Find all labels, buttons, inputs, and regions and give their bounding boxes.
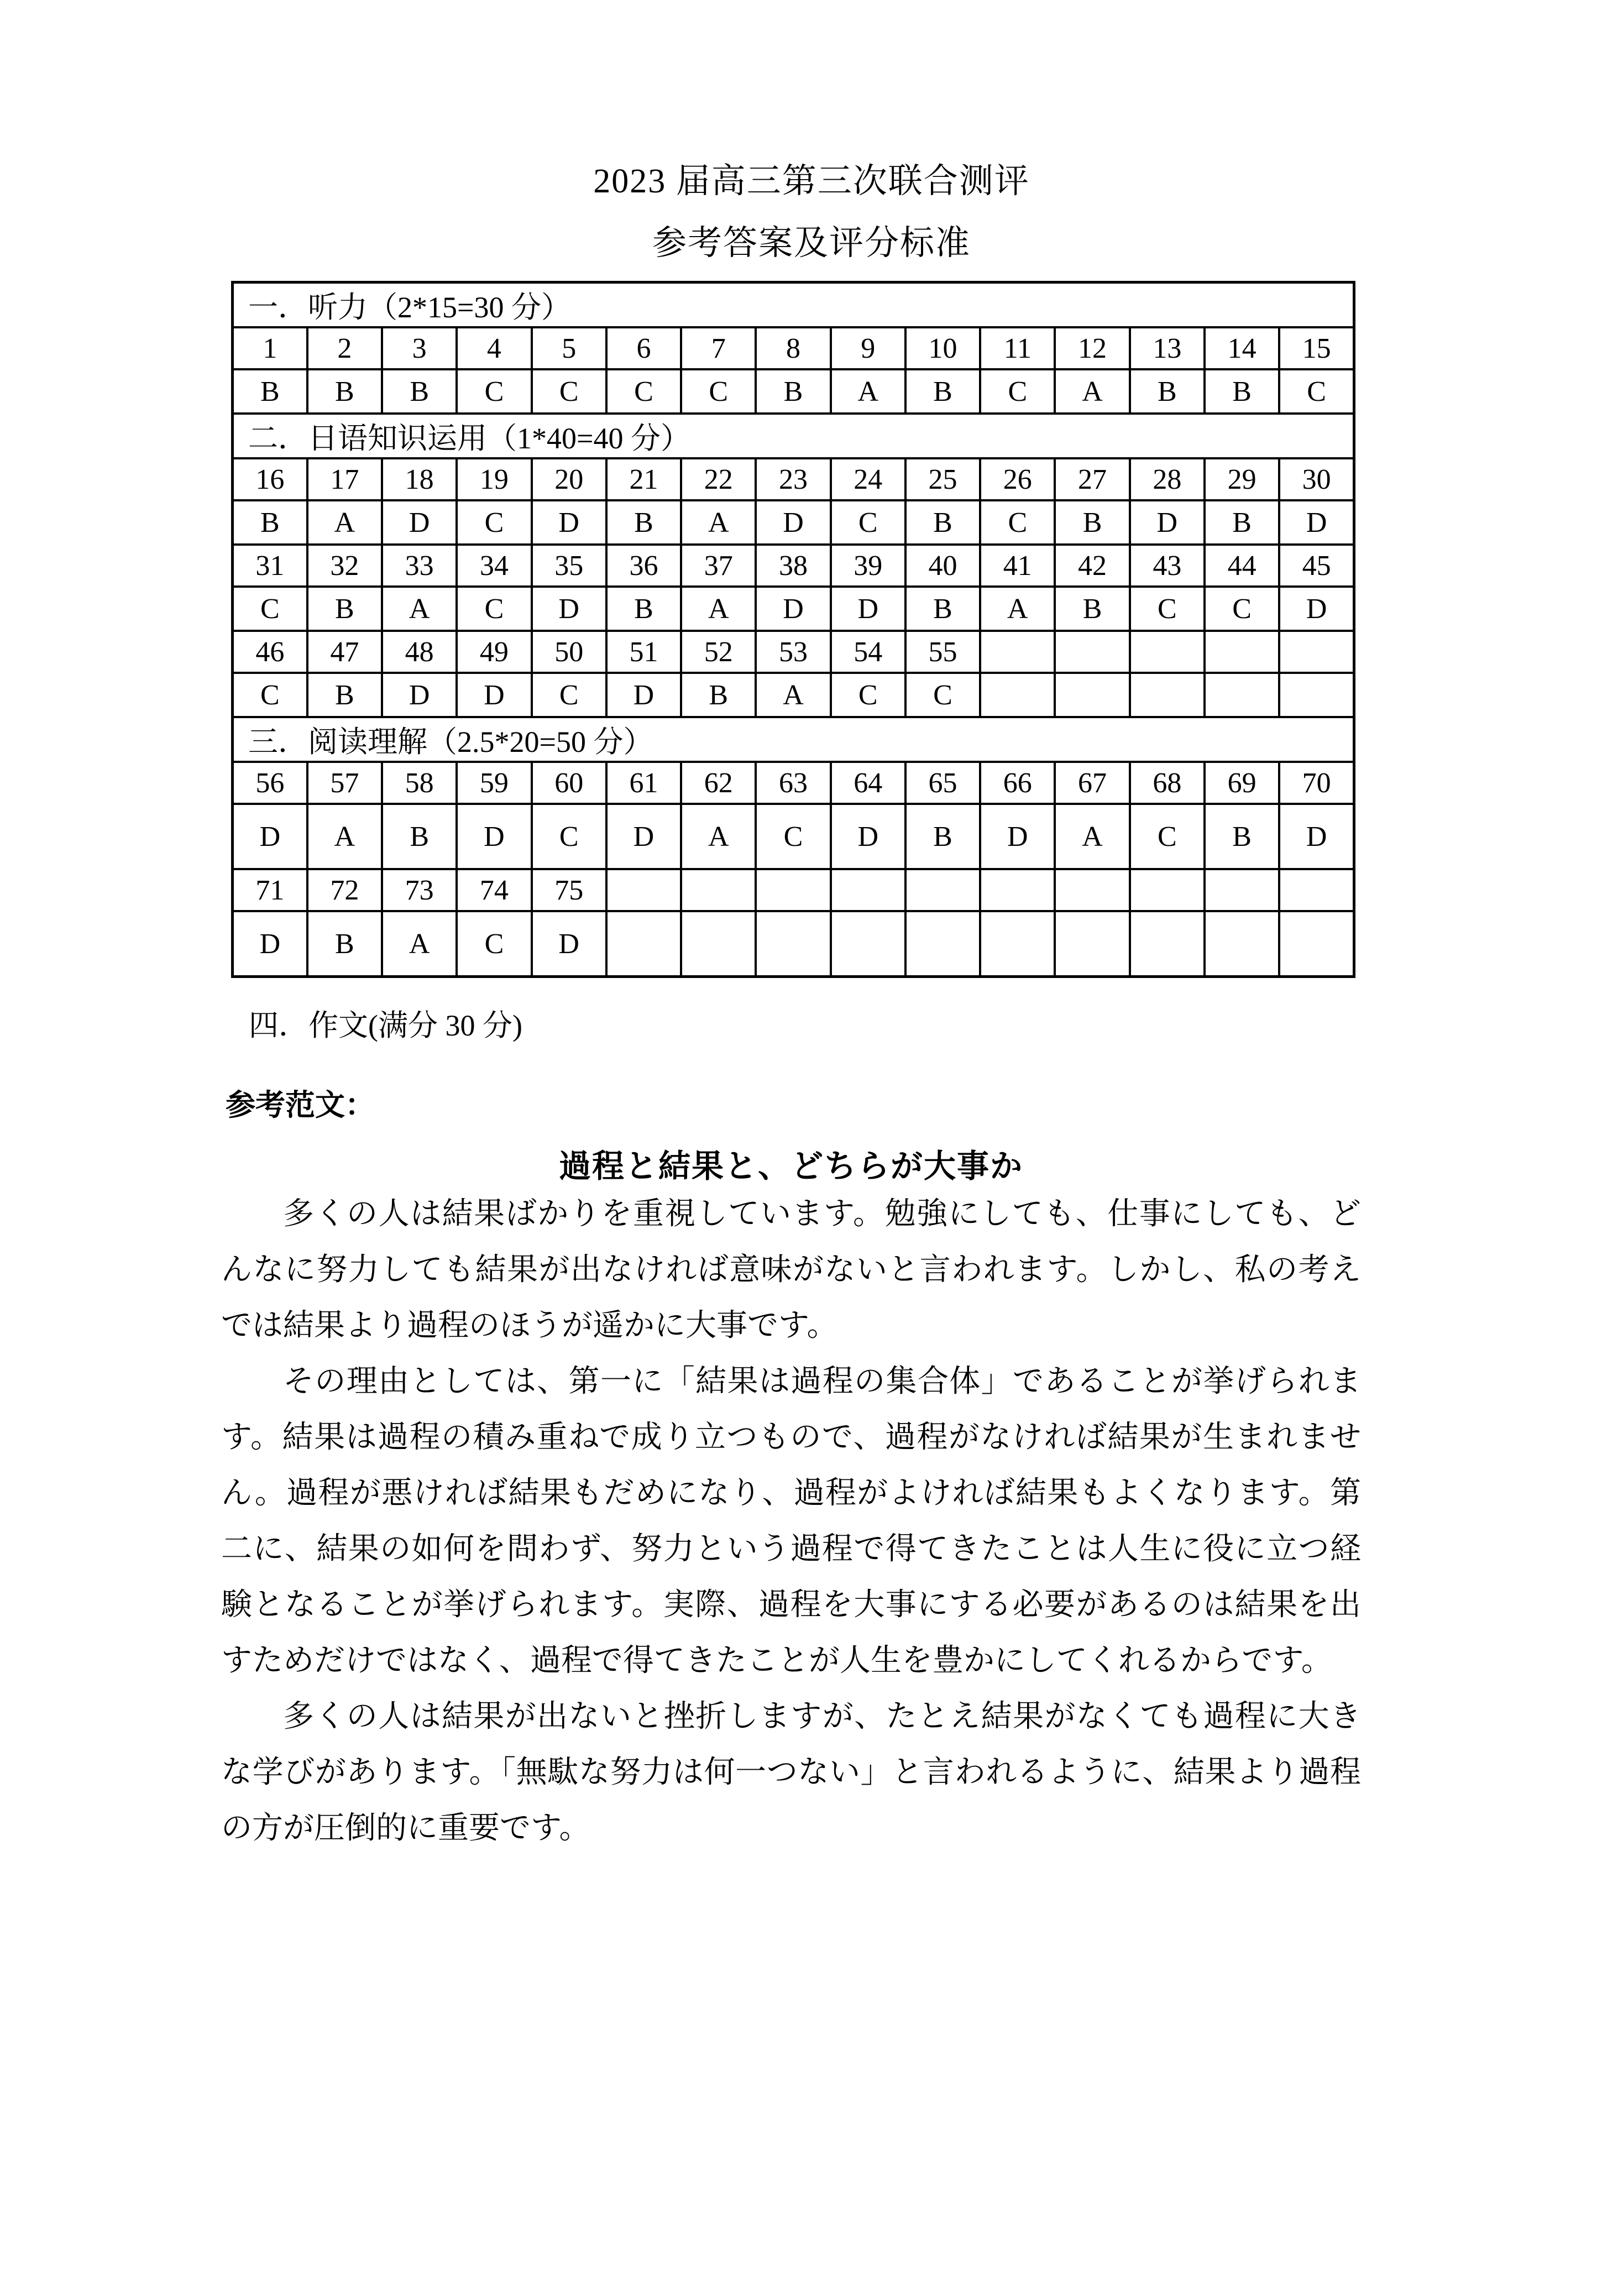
question-number-cell: 3 [382, 327, 457, 369]
question-number-cell: 16 [233, 458, 307, 500]
question-number-cell: 39 [831, 545, 905, 587]
answer-cell: A [382, 911, 457, 977]
answer-cell: B [307, 911, 382, 977]
question-number-cell: 9 [831, 327, 905, 369]
question-number-cell [831, 869, 905, 911]
question-number-cell [980, 631, 1055, 673]
answer-cell: A [307, 804, 382, 869]
answer-row [233, 587, 1354, 631]
answer-cell: A [1055, 804, 1129, 869]
answer-cell: D [1130, 500, 1205, 545]
question-number-cell: 55 [905, 631, 980, 673]
question-number-cell: 53 [756, 631, 830, 673]
answer-cell: C [756, 804, 830, 869]
question-number-cell: 5 [532, 327, 606, 369]
question-number-cell: 68 [1130, 762, 1205, 804]
answer-cell: D [606, 804, 681, 869]
question-number-cell: 23 [756, 458, 830, 500]
document-title-line1: 2023 届高三第三次联合测评 [593, 163, 1030, 200]
answer-cell: C [1130, 804, 1205, 869]
section-header-cell: 三．阅读理解（2.5*20=50 分） [233, 717, 1354, 762]
answer-cell: C [980, 369, 1055, 414]
answer-cell: A [681, 500, 756, 545]
answer-cell: C [532, 369, 606, 414]
question-number-cell [1055, 869, 1129, 911]
question-number-cell: 73 [382, 869, 457, 911]
answer-cell: B [307, 587, 382, 631]
answer-cell: C [980, 500, 1055, 545]
question-number-cell [1279, 869, 1354, 911]
question-number-row [233, 327, 1354, 369]
question-number-cell: 34 [457, 545, 531, 587]
question-number-cell: 52 [681, 631, 756, 673]
question-number-cell: 59 [457, 762, 531, 804]
question-number-cell [1130, 631, 1205, 673]
answer-cell: D [606, 673, 681, 717]
answer-cell: B [905, 587, 980, 631]
answer-cell: A [681, 587, 756, 631]
question-number-cell: 61 [606, 762, 681, 804]
question-number-cell: 21 [606, 458, 681, 500]
question-number-cell: 31 [233, 545, 307, 587]
answer-cell: A [831, 369, 905, 414]
question-number-cell: 49 [457, 631, 531, 673]
question-number-cell: 45 [1279, 545, 1354, 587]
answer-cell [1279, 673, 1354, 717]
section-header-cell: 一．听力（2*15=30 分） [233, 283, 1354, 328]
question-number-cell [1205, 631, 1279, 673]
answer-cell [681, 911, 756, 977]
answer-cell: C [233, 587, 307, 631]
question-number-cell: 70 [1279, 762, 1354, 804]
question-number-cell: 29 [1205, 458, 1279, 500]
section-header-row [233, 717, 1354, 762]
question-number-cell: 46 [233, 631, 307, 673]
question-number-cell: 75 [532, 869, 606, 911]
answer-cell: D [831, 587, 905, 631]
answer-cell: B [382, 369, 457, 414]
answer-cell: C [681, 369, 756, 414]
question-number-row [233, 762, 1354, 804]
answer-cell: C [457, 587, 531, 631]
question-number-cell: 57 [307, 762, 382, 804]
answer-cell: A [1055, 369, 1129, 414]
essay-paragraph: 多くの人は結果ばかりを重視しています。勉強にしても、仕事にしても、どんなに努力しても結果が出なければ意味がないと言われます。しかし、私の考えでは結果より過程のほうが遥かに大事です。 [221, 1197, 1361, 1343]
question-number-cell [1130, 869, 1205, 911]
question-number-cell: 47 [307, 631, 382, 673]
question-number-row [233, 458, 1354, 500]
question-number-cell: 41 [980, 545, 1055, 587]
question-number-cell: 63 [756, 762, 830, 804]
question-number-cell: 30 [1279, 458, 1354, 500]
essay-title: 過程と結果と、どちらが大事か [558, 1148, 1023, 1184]
answer-row [233, 369, 1354, 414]
answer-cell: B [606, 500, 681, 545]
answer-cell [980, 673, 1055, 717]
answer-row [233, 673, 1354, 717]
answer-cell: D [532, 500, 606, 545]
question-number-cell: 51 [606, 631, 681, 673]
question-number-cell: 12 [1055, 327, 1129, 369]
question-number-cell: 19 [457, 458, 531, 500]
answer-cell: B [905, 369, 980, 414]
question-number-cell: 18 [382, 458, 457, 500]
question-number-cell: 27 [1055, 458, 1129, 500]
question-number-cell: 50 [532, 631, 606, 673]
answer-cell: B [307, 673, 382, 717]
question-number-cell: 48 [382, 631, 457, 673]
answer-cell: D [233, 804, 307, 869]
answer-cell [1205, 911, 1279, 977]
answer-cell: C [457, 500, 531, 545]
question-number-cell [756, 869, 830, 911]
essay-paragraph: 多くの人は結果が出ないと挫折しますが、たとえ結果がなくても過程に大きな学びがあります。「無駄な努力は何一つない」と言われるように、結果より過程の方が圧倒的に重要です。 [221, 1699, 1361, 1845]
answer-table-body [233, 283, 1354, 977]
answer-cell: D [1279, 500, 1354, 545]
question-number-cell: 28 [1130, 458, 1205, 500]
answer-cell: C [457, 911, 531, 977]
section-header-row [233, 283, 1354, 328]
question-number-cell: 38 [756, 545, 830, 587]
section-header-cell: 二．日语知识运用（1*40=40 分） [233, 414, 1354, 458]
question-number-cell: 24 [831, 458, 905, 500]
answer-cell: B [905, 500, 980, 545]
answer-cell: B [1205, 804, 1279, 869]
answer-cell: B [1205, 369, 1279, 414]
answer-cell: B [1205, 500, 1279, 545]
answer-cell [905, 911, 980, 977]
question-number-cell: 7 [681, 327, 756, 369]
question-number-cell: 10 [905, 327, 980, 369]
question-number-cell: 56 [233, 762, 307, 804]
answer-cell: D [532, 911, 606, 977]
question-number-cell: 40 [905, 545, 980, 587]
question-number-row [233, 631, 1354, 673]
question-number-cell: 54 [831, 631, 905, 673]
question-number-cell: 25 [905, 458, 980, 500]
answer-cell [831, 911, 905, 977]
question-number-cell: 6 [606, 327, 681, 369]
answer-cell: B [233, 369, 307, 414]
answer-cell: C [532, 673, 606, 717]
section-header-row [233, 414, 1354, 458]
answer-cell: A [382, 587, 457, 631]
answer-cell: D [457, 673, 531, 717]
answer-cell: B [382, 804, 457, 869]
answer-cell: C [606, 369, 681, 414]
question-number-row [233, 545, 1354, 587]
answer-cell [1130, 673, 1205, 717]
answer-cell: D [1279, 804, 1354, 869]
answer-cell: D [756, 587, 830, 631]
answer-cell [1055, 673, 1129, 717]
answer-cell: B [1055, 587, 1129, 631]
question-number-cell: 15 [1279, 327, 1354, 369]
answer-cell: B [307, 369, 382, 414]
answer-row [233, 500, 1354, 545]
question-number-cell: 58 [382, 762, 457, 804]
question-number-cell: 35 [532, 545, 606, 587]
question-number-cell: 26 [980, 458, 1055, 500]
answer-cell [980, 911, 1055, 977]
answer-cell: D [457, 804, 531, 869]
question-number-cell: 72 [307, 869, 382, 911]
document-title-block [0, 150, 1623, 274]
answer-cell [1055, 911, 1129, 977]
answer-cell [1205, 673, 1279, 717]
question-number-cell: 14 [1205, 327, 1279, 369]
essay-body [221, 1186, 1361, 1856]
question-number-cell: 42 [1055, 545, 1129, 587]
question-number-cell [980, 869, 1055, 911]
answer-table [231, 281, 1355, 978]
answer-cell: D [382, 500, 457, 545]
answer-cell: C [233, 673, 307, 717]
answer-cell [606, 911, 681, 977]
question-number-cell: 13 [1130, 327, 1205, 369]
answer-row [233, 804, 1354, 869]
question-number-cell: 44 [1205, 545, 1279, 587]
answer-cell: D [382, 673, 457, 717]
question-number-cell: 32 [307, 545, 382, 587]
reference-essay-label: 参考范文： [226, 1089, 375, 1122]
question-number-cell: 62 [681, 762, 756, 804]
question-number-cell [1205, 869, 1279, 911]
section-four-heading: 四．作文(满分 30 分) [249, 1009, 522, 1042]
answer-cell: D [233, 911, 307, 977]
question-number-cell: 20 [532, 458, 606, 500]
question-number-cell: 66 [980, 762, 1055, 804]
answer-cell [1130, 911, 1205, 977]
answer-cell: C [1130, 587, 1205, 631]
answer-cell: A [756, 673, 830, 717]
answer-cell: C [905, 673, 980, 717]
question-number-cell: 8 [756, 327, 830, 369]
answer-cell: C [532, 804, 606, 869]
answer-cell: D [1279, 587, 1354, 631]
question-number-cell [681, 869, 756, 911]
question-number-cell: 4 [457, 327, 531, 369]
answer-cell: B [681, 673, 756, 717]
answer-cell: C [831, 500, 905, 545]
question-number-cell [606, 869, 681, 911]
question-number-cell: 2 [307, 327, 382, 369]
question-number-cell: 43 [1130, 545, 1205, 587]
answer-cell: B [756, 369, 830, 414]
question-number-cell: 11 [980, 327, 1055, 369]
question-number-cell: 37 [681, 545, 756, 587]
answer-cell: B [1130, 369, 1205, 414]
answer-cell: D [756, 500, 830, 545]
question-number-cell: 74 [457, 869, 531, 911]
question-number-cell: 17 [307, 458, 382, 500]
question-number-cell: 64 [831, 762, 905, 804]
answer-cell [756, 911, 830, 977]
question-number-cell: 22 [681, 458, 756, 500]
answer-cell: D [980, 804, 1055, 869]
question-number-cell: 71 [233, 869, 307, 911]
document-title-line2: 参考答案及评分标准 [652, 224, 971, 262]
answer-cell: B [233, 500, 307, 545]
answer-cell: C [1205, 587, 1279, 631]
question-number-cell: 33 [382, 545, 457, 587]
question-number-cell: 36 [606, 545, 681, 587]
answer-cell: B [606, 587, 681, 631]
question-number-cell [1279, 631, 1354, 673]
question-number-cell: 65 [905, 762, 980, 804]
answer-cell: A [980, 587, 1055, 631]
answer-cell: C [831, 673, 905, 717]
answer-row [233, 911, 1354, 977]
essay-paragraph: その理由としては、第一に「結果は過程の集合体」であることが挙げられます。結果は過程の積み重ねで成り立つもので、過程がなければ結果が生まれません。過程が悪ければ結果もだめになり、過程がよければ結果もよくなります。第二に、結果の如何を問わず、努力という過程で得てきたことは人生に役に立つ経験となることが挙げられます。実際、過程を大事にする必要があるのは結果を出すためだけではなく、過程で得てきたことが人生を豊かにしてくれるからです。 [221, 1364, 1361, 1678]
question-number-cell: 69 [1205, 762, 1279, 804]
question-number-cell [905, 869, 980, 911]
answer-cell: C [1279, 369, 1354, 414]
question-number-cell: 60 [532, 762, 606, 804]
answer-cell: D [831, 804, 905, 869]
answer-cell: A [307, 500, 382, 545]
question-number-cell [1055, 631, 1129, 673]
question-number-row [233, 869, 1354, 911]
question-number-cell: 1 [233, 327, 307, 369]
answer-cell [1279, 911, 1354, 977]
answer-cell: B [905, 804, 980, 869]
answer-cell: B [1055, 500, 1129, 545]
answer-cell: A [681, 804, 756, 869]
answer-cell: C [457, 369, 531, 414]
answer-cell: D [532, 587, 606, 631]
question-number-cell: 67 [1055, 762, 1129, 804]
